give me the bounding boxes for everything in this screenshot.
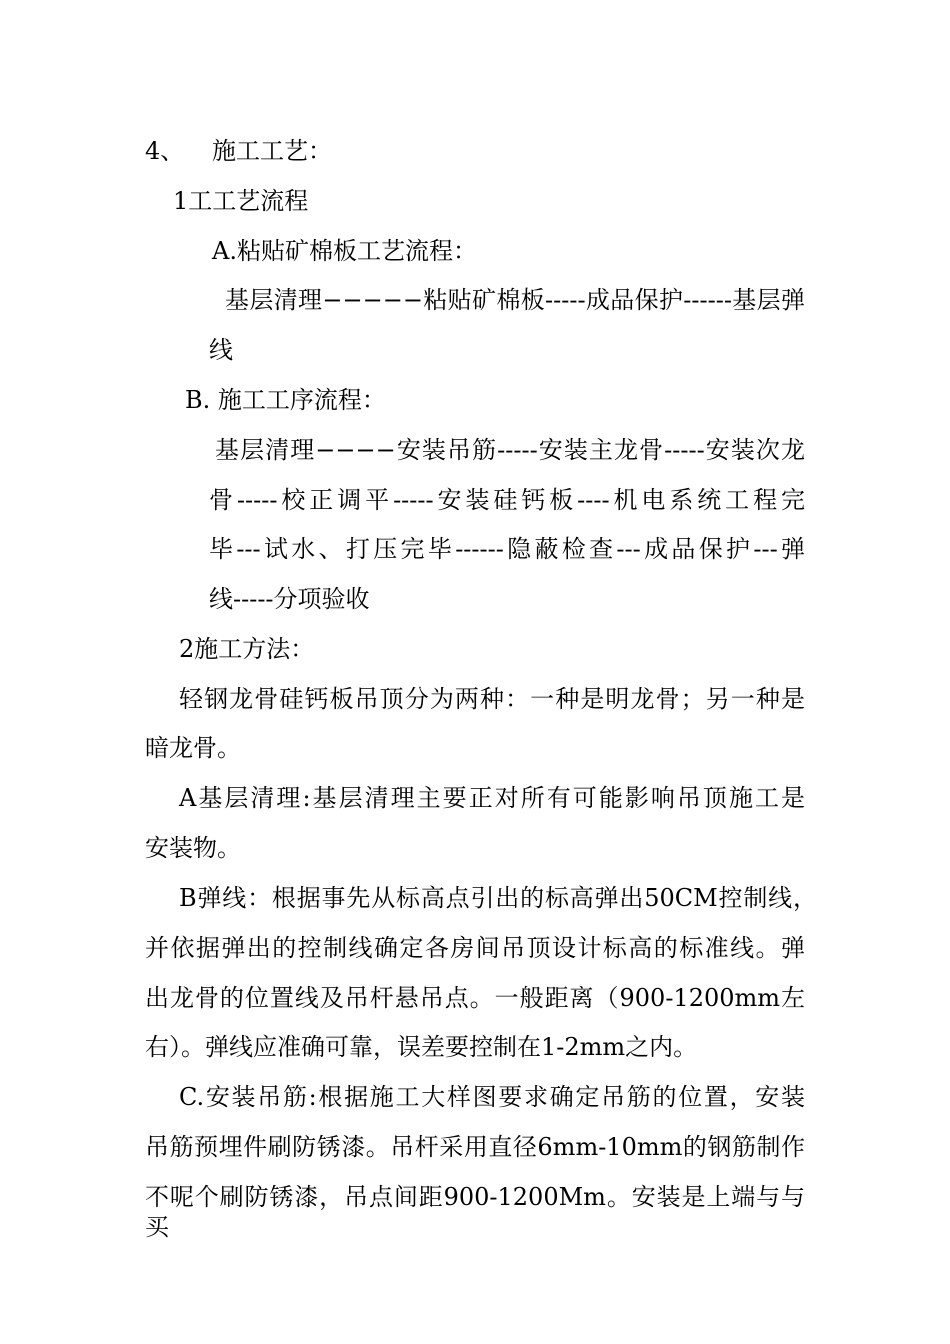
body-line: B弹线：根据事先从标高点引出的标高弹出50CM控制线， — [179, 884, 817, 912]
body-line: 吊筋预埋件刷防锈漆。吊杆采用直径6mm-10mm的钢筋制作 — [145, 1133, 805, 1161]
section2-title: 2施工方法： — [179, 635, 315, 663]
flow-a-line: 线 — [209, 336, 233, 364]
flow-b-line: 线-----分项验收 — [209, 585, 370, 613]
body-line: 并依据弹出的控制线确定各房间吊顶设计标高的标准线。弹 — [145, 934, 805, 962]
heading-title: 施工工艺： — [212, 137, 332, 165]
body-line: 安装物。 — [145, 834, 241, 862]
section1-title: 1工工艺流程 — [173, 187, 309, 215]
flow-b-line: 毕---试水、打压完毕------隐蔽检查---成品保护---弹 — [209, 535, 805, 563]
body-line: 暗龙骨。 — [145, 734, 241, 762]
flow-b-title: B. 施工工序流程： — [185, 386, 386, 414]
body-line: C.安装吊筋:根据施工大样图要求确定吊筋的位置，安装 — [179, 1083, 805, 1111]
body-line: 轻钢龙骨硅钙板吊顶分为两种：一种是明龙骨；另一种是 — [179, 685, 805, 713]
body-line: 右）。弹线应准确可靠，误差要控制在1-2mm之内。 — [145, 1033, 698, 1061]
body-line: 不呢个刷防锈漆，吊点间距900-1200Mm。安装是上端与与买 — [145, 1183, 805, 1241]
flow-b-line: 骨-----校正调平-----安装硅钙板----机电系统工程完 — [209, 486, 805, 514]
flow-a-title: A.粘贴矿棉板工艺流程： — [212, 237, 477, 265]
body-line: A基层清理:基层清理主要正对所有可能影响吊顶施工是 — [179, 784, 805, 812]
body-line: 出龙骨的位置线及吊杆悬吊点。一般距离（900-1200mm左 — [145, 984, 805, 1012]
heading-number: 4、 — [145, 137, 185, 165]
flow-b-line: 基层清理−−−−安装吊筋-----安装主龙骨-----安装次龙 — [215, 436, 805, 464]
flow-a-line: 基层清理−−−−−粘贴矿棉板-----成品保护------基层弹 — [225, 286, 805, 314]
